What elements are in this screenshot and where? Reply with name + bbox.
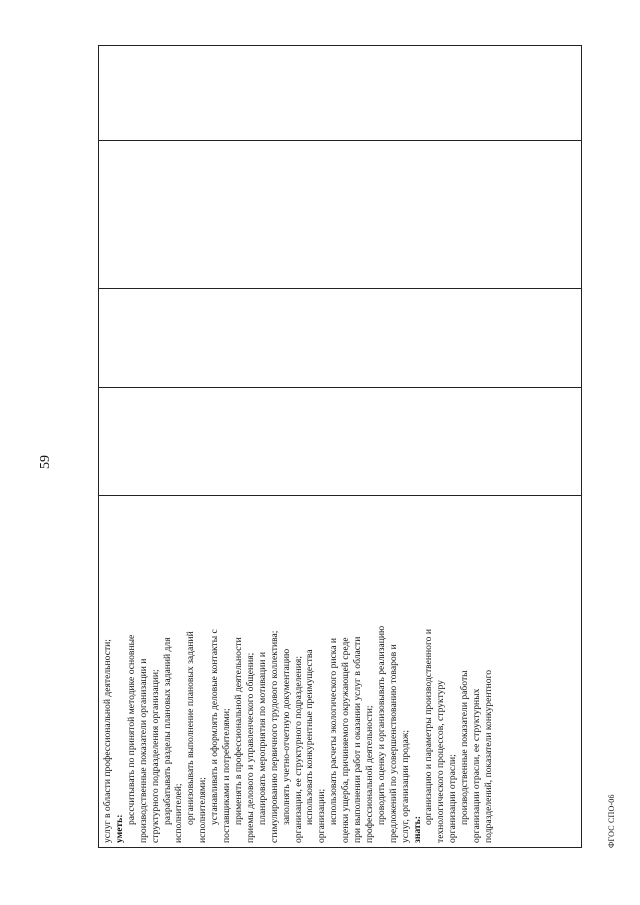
table-row	[99, 46, 582, 848]
text-line: использовать расчеты экологического риска и	[328, 637, 340, 825]
text-line: технологического процессов, структуру	[435, 680, 447, 843]
text-line: приемы делового и управленческого общения;	[244, 652, 256, 843]
text-line: применять в профессиональной деятельности	[232, 637, 244, 825]
text-line: рассчитывать по принятой методике основные	[125, 634, 137, 825]
text-line: предложений по усовершенствованию товаров и	[387, 644, 399, 843]
text-line: поставщиками и потребителями;	[221, 708, 233, 843]
text-line: при выполнении работ и оказании услуг в области	[352, 636, 364, 843]
text-line	[412, 500, 424, 843]
text-line: заполнять учетно-отчетную документацию	[280, 648, 292, 825]
text-line: планировать мероприятия по мотивации и	[256, 652, 268, 825]
bold-heading: знать:	[411, 816, 423, 843]
text-line: производственные показатели работы	[459, 670, 471, 825]
empty-cell	[99, 289, 582, 388]
text-line: производственные показатели организации и	[137, 658, 149, 843]
text-line: услуг в области профессиональной деятельности;	[102, 639, 113, 843]
competency-table	[98, 45, 582, 848]
text-line: организации, ее структурного подразделения;	[292, 655, 304, 843]
text-line: исполнителями;	[197, 777, 209, 843]
footer-code: ФГОС СПО-06	[607, 794, 616, 848]
text-line: устанавливать и оформлять деловые контакты с	[209, 629, 221, 825]
empty-cell	[99, 388, 582, 496]
text-line: исполнителей;	[173, 783, 185, 843]
empty-cell	[99, 141, 582, 289]
text-line: оценки ущерба, причиняемого окружающей среде	[340, 637, 352, 843]
text-line: организации отрасли, ее структурных	[471, 688, 483, 843]
text-line: стимулированию первичного трудового коллектива;	[268, 630, 280, 843]
text-line: разрабатывать разделы плановых заданий для	[161, 637, 173, 825]
empty-cell	[99, 46, 582, 141]
page-number: 59	[38, 455, 53, 469]
text-line: подразделений, показатели конкурентного	[483, 669, 494, 843]
text-line: организовывать выполнение плановых заданий	[185, 631, 197, 825]
text-line: организации отрасли;	[447, 754, 459, 843]
text-line	[114, 500, 126, 843]
text-line: использовать конкурентные преимущества	[304, 649, 316, 825]
text-line: организацию и параметры производственного и	[423, 629, 435, 825]
knowledge-skills-cell	[99, 496, 582, 848]
text-line: структурного подразделения организации;	[149, 669, 161, 843]
text-line: организации;	[316, 788, 328, 843]
text-line: профессиональной деятельности;	[363, 705, 375, 843]
text-line: проводить оценку и организовывать реализацию	[375, 625, 387, 825]
text-line: услуг, организации продаж;	[399, 729, 411, 843]
bold-heading: уметь:	[113, 814, 125, 843]
